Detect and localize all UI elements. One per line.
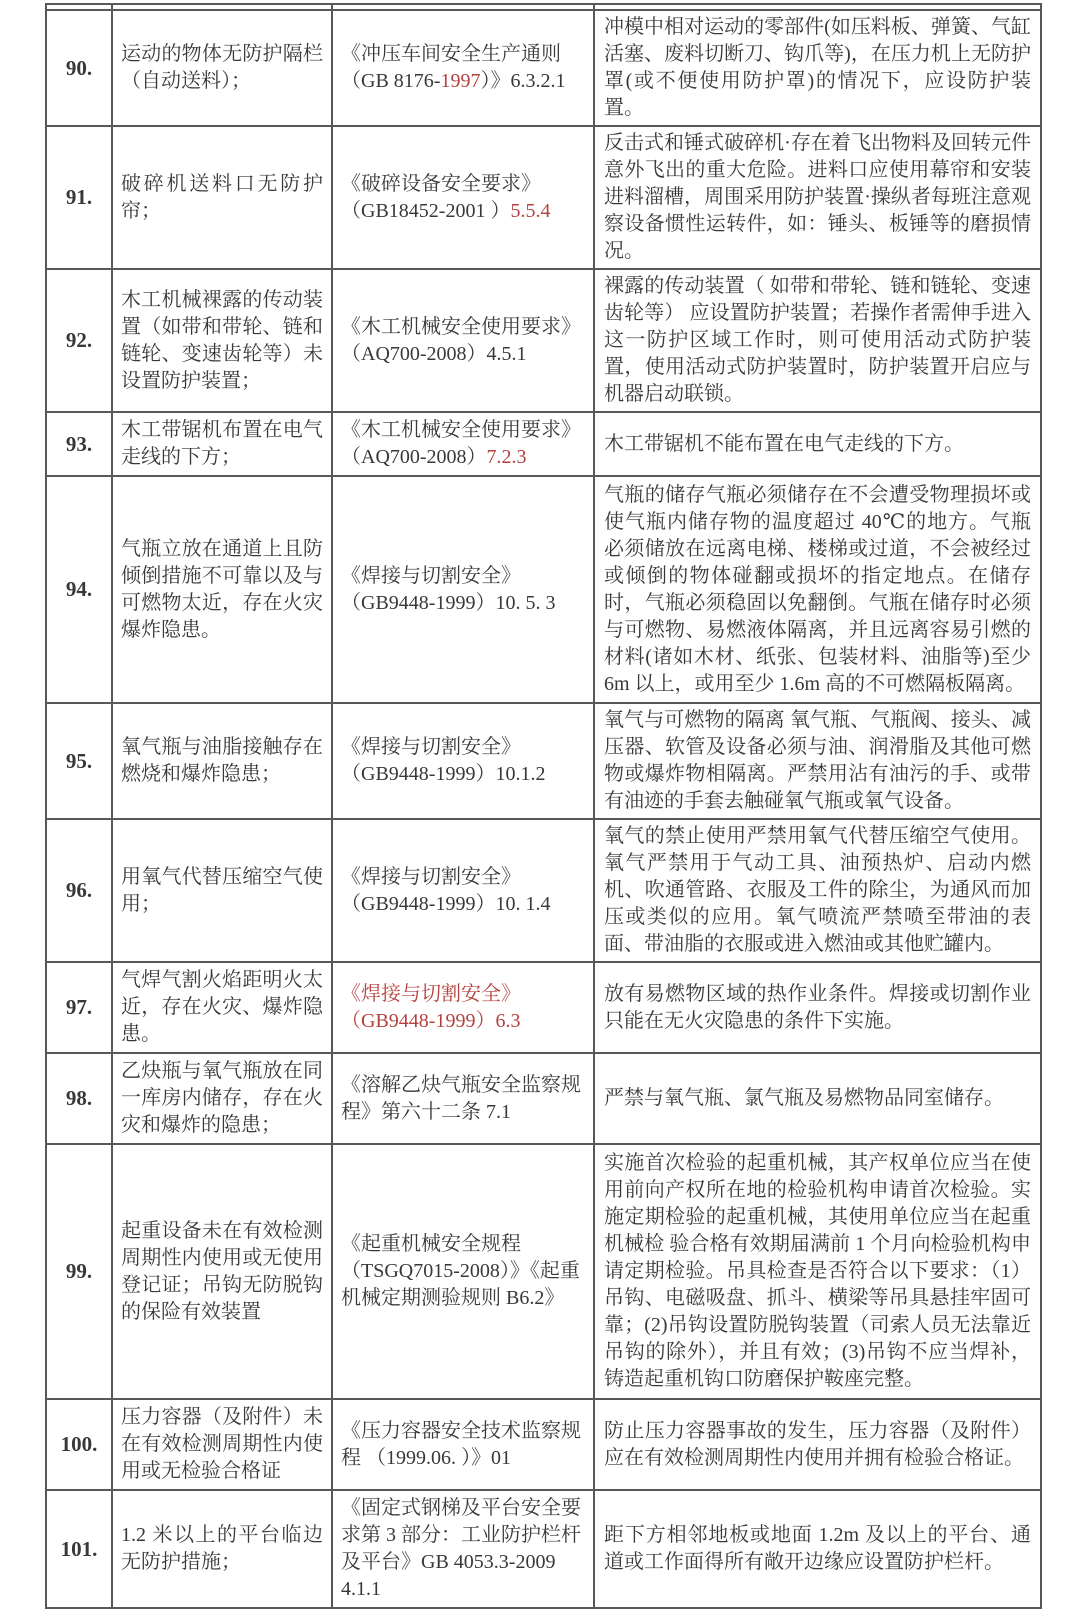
standard-reference-cell — [332, 126, 594, 269]
standard-ref-segment: 《木工机械安全使用要求》（AQ700-2008）4.5.1 — [341, 315, 581, 365]
standard-reference-cell — [332, 10, 594, 126]
requirement-detail-cell: 氧气与可燃物的隔离 氧气瓶、气瓶阀、接头、减压器、软管及设备必须与油、润滑脂及其他可燃物或爆炸物相隔离。严禁用沾有油污的手、或带有油迹的手套去触碰氧气瓶或氧气设备。 — [594, 703, 1041, 819]
table-row — [46, 412, 1041, 476]
standard-reference-cell — [332, 819, 594, 962]
standard-ref-segment: 《固定式钢梯及平台安全要求第 3 部分：工业防护栏杆及平台》GB 4053.3-2009 4.1.1 — [341, 1497, 581, 1600]
standard-reference-cell — [332, 1399, 594, 1490]
row-number-cell: 96. — [46, 819, 112, 962]
hazard-description-cell: 气焊气割火焰距明火太近，存在火灾、爆炸隐患。 — [112, 962, 332, 1053]
row-number-cell: 95. — [46, 703, 112, 819]
hazard-description-cell: 起重设备未在有效检测周期性内使用或无使用登记证；吊钩无防脱钩的保险有效装置 — [112, 1144, 332, 1399]
standard-ref-segment: 《木工机械安全使用要求》（AQ700-2008） — [341, 419, 581, 468]
safety-hazard-table — [45, 3, 1042, 1609]
table-row — [46, 703, 1041, 819]
standard-reference-cell — [332, 962, 594, 1053]
table-row — [46, 819, 1041, 962]
table-row — [46, 476, 1041, 703]
requirement-detail-cell: 木工带锯机不能布置在电气走线的下方。 — [594, 412, 1041, 476]
table-body — [46, 4, 1041, 1608]
row-number-cell: 93. — [46, 412, 112, 476]
row-number-cell: 99. — [46, 1144, 112, 1399]
table-row — [46, 10, 1041, 126]
row-number-cell: 90. — [46, 10, 112, 126]
table-row — [46, 1144, 1041, 1399]
row-number-cell: 100. — [46, 1399, 112, 1490]
row-number-cell: 98. — [46, 1053, 112, 1144]
requirement-detail-cell: 裸露的传动装置（ 如带和带轮、链和链轮、变速齿轮等） 应设置防护装置；若操作者需伸手进入这一防护区域工作时，则可使用活动式防护装置，使用活动式防护装置时，防护装置开启应与机器启动联锁。 — [594, 269, 1041, 412]
row-number-cell: 92. — [46, 269, 112, 412]
table-row — [46, 1399, 1041, 1490]
standard-ref-segment: 《焊接与切割安全》（GB9448-1999）6.3 — [341, 982, 521, 1032]
hazard-description-cell: 运动的物体无防护隔栏（自动送料）； — [112, 10, 332, 126]
standard-reference-cell — [332, 1053, 594, 1144]
requirement-detail-cell: 实施首次检验的起重机械，其产权单位应当在使用前向产权所在地的检验机构申请首次检验。实施定期检验的起重机械，其使用单位应当在起重机械检 验合格有效期届满前 1 个月向检验机构申请定期检验。吊具检查是否符合以下要求：（1）吊钩、电磁吸盘、抓斗、横梁等吊具悬挂牢固可靠；(2)吊钩设置防脱钩装置（司索人员无法靠近吊钩的除外），并且有效；(3)吊钩不应当焊补，铸造起重机钩口防磨保护鞍座完整。 — [594, 1144, 1041, 1399]
standard-ref-segment: 《焊接与切割安全》（GB9448-1999）10. 1.4 — [341, 865, 551, 915]
standard-ref-segment: 《焊接与切割安全》（GB9448-1999）10.1.2 — [341, 736, 546, 785]
standard-ref-segment: 《破碎设备安全要求》（GB18452-2001 ） — [341, 172, 541, 222]
standard-ref-segment: 7.2.3 — [486, 446, 527, 468]
requirement-detail-cell: 距下方相邻地板或地面 1.2m 及以上的平台、通道或工作面得所有敞开边缘应设置防护栏杆。 — [594, 1490, 1041, 1608]
standard-reference-cell — [332, 1490, 594, 1608]
standard-ref-segment: 5.5.4 — [510, 199, 551, 222]
standard-reference-cell — [332, 1144, 594, 1399]
row-number-cell: 91. — [46, 126, 112, 269]
hazard-description-cell: 氧气瓶与油脂接触存在燃烧和爆炸隐患； — [112, 703, 332, 819]
row-number-cell: 101. — [46, 1490, 112, 1608]
requirement-detail-cell: 严禁与氧气瓶、氯气瓶及易燃物品同室储存。 — [594, 1053, 1041, 1144]
requirement-detail-cell: 反击式和锤式破碎机·存在着飞出物料及回转元件意外飞出的重大危险。进料口应使用幕帘和安装进料溜槽，周围采用防护装置·操纵者每班注意观察设备惯性运转件，如：锤头、板锤等的磨损情况。 — [594, 126, 1041, 269]
table-row — [46, 1053, 1041, 1144]
standard-ref-segment: ）》6.3.2.1 — [480, 70, 566, 92]
standard-reference-cell — [332, 703, 594, 819]
hazard-description-cell: 乙炔瓶与氧气瓶放在同一库房内储存，存在火灾和爆炸的隐患； — [112, 1053, 332, 1144]
hazard-description-cell: 压力容器（及附件）未在有效检测周期性内使用或无检验合格证 — [112, 1399, 332, 1490]
standard-ref-segment: 《冲压车间安全生产通则（GB 8176- — [341, 43, 561, 92]
requirement-detail-cell: 防止压力容器事故的发生，压力容器（及附件）应在有效检测周期性内使用并拥有检验合格证。 — [594, 1399, 1041, 1490]
requirement-detail-cell: 冲模中相对运动的零部件(如压料板、弹簧、气缸活塞、废料切断刀、钩爪等)，在压力机上无防护罩(或不便使用防护罩)的情况下，应设防护装置。 — [594, 10, 1041, 126]
standard-ref-segment: 《溶解乙炔气瓶安全监察规程》第六十二条 7.1 — [341, 1073, 581, 1123]
table-row — [46, 1490, 1041, 1608]
hazard-description-cell: 用氧气代替压缩空气使用； — [112, 819, 332, 962]
standard-reference-cell — [332, 476, 594, 703]
hazard-description-cell: 破碎机送料口无防护帘； — [112, 126, 332, 269]
row-number-cell: 97. — [46, 962, 112, 1053]
hazard-description-cell: 木工机械裸露的传动装置（如带和带轮、链和链轮、变速齿轮等）未设置防护装置； — [112, 269, 332, 412]
standard-reference-cell — [332, 412, 594, 476]
table-row — [46, 962, 1041, 1053]
table-row — [46, 269, 1041, 412]
hazard-description-cell: 1.2 米以上的平台临边无防护措施； — [112, 1490, 332, 1608]
standard-ref-segment: 《起重机械安全规程（TSGQ7015-2008）》《起重机械定期测验规则 B6.2》 — [341, 1233, 580, 1309]
standard-ref-segment: 《焊接与切割安全》（GB9448-1999）10. 5. 3 — [341, 564, 556, 614]
table-row — [46, 126, 1041, 269]
hazard-description-cell: 木工带锯机布置在电气走线的下方； — [112, 412, 332, 476]
requirement-detail-cell: 氧气的禁止使用严禁用氧气代替压缩空气使用。氧气严禁用于气动工具、油预热炉、启动内燃机、吹通管路、衣服及工件的除尘，为通风而加压或类似的应用。氧气喷流严禁喷至带油的表面、带油脂的衣服或进入燃油或其他贮罐内。 — [594, 819, 1041, 962]
requirement-detail-cell: 气瓶的储存气瓶必须储存在不会遭受物理损坏或使气瓶内储存物的温度超过 40℃的地方。气瓶必须储放在远离电梯、楼梯或过道，不会被经过或倾倒的物体碰翻或损坏的指定地点。在储存时，气瓶必须稳固以免翻倒。气瓶在储存时必须与可燃物、易燃液体隔离，并且远离容易引燃的材料(诸如木材、纸张、包装材料、油脂等)至少 6m 以上，或用至少 1.6m 高的不可燃隔板隔离。 — [594, 476, 1041, 703]
row-number-cell: 94. — [46, 476, 112, 703]
standard-reference-cell — [332, 269, 594, 412]
hazard-description-cell: 气瓶立放在通道上且防倾倒措施不可靠以及与可燃物太近，存在火灾爆炸隐患。 — [112, 476, 332, 703]
standard-ref-segment: 《压力容器安全技术监察规程 （1999.06. ）》01 — [341, 1419, 581, 1469]
requirement-detail-cell: 放有易燃物区域的热作业条件。焊接或切割作业只能在无火灾隐患的条件下实施。 — [594, 962, 1041, 1053]
standard-ref-segment: 1997 — [440, 70, 481, 92]
